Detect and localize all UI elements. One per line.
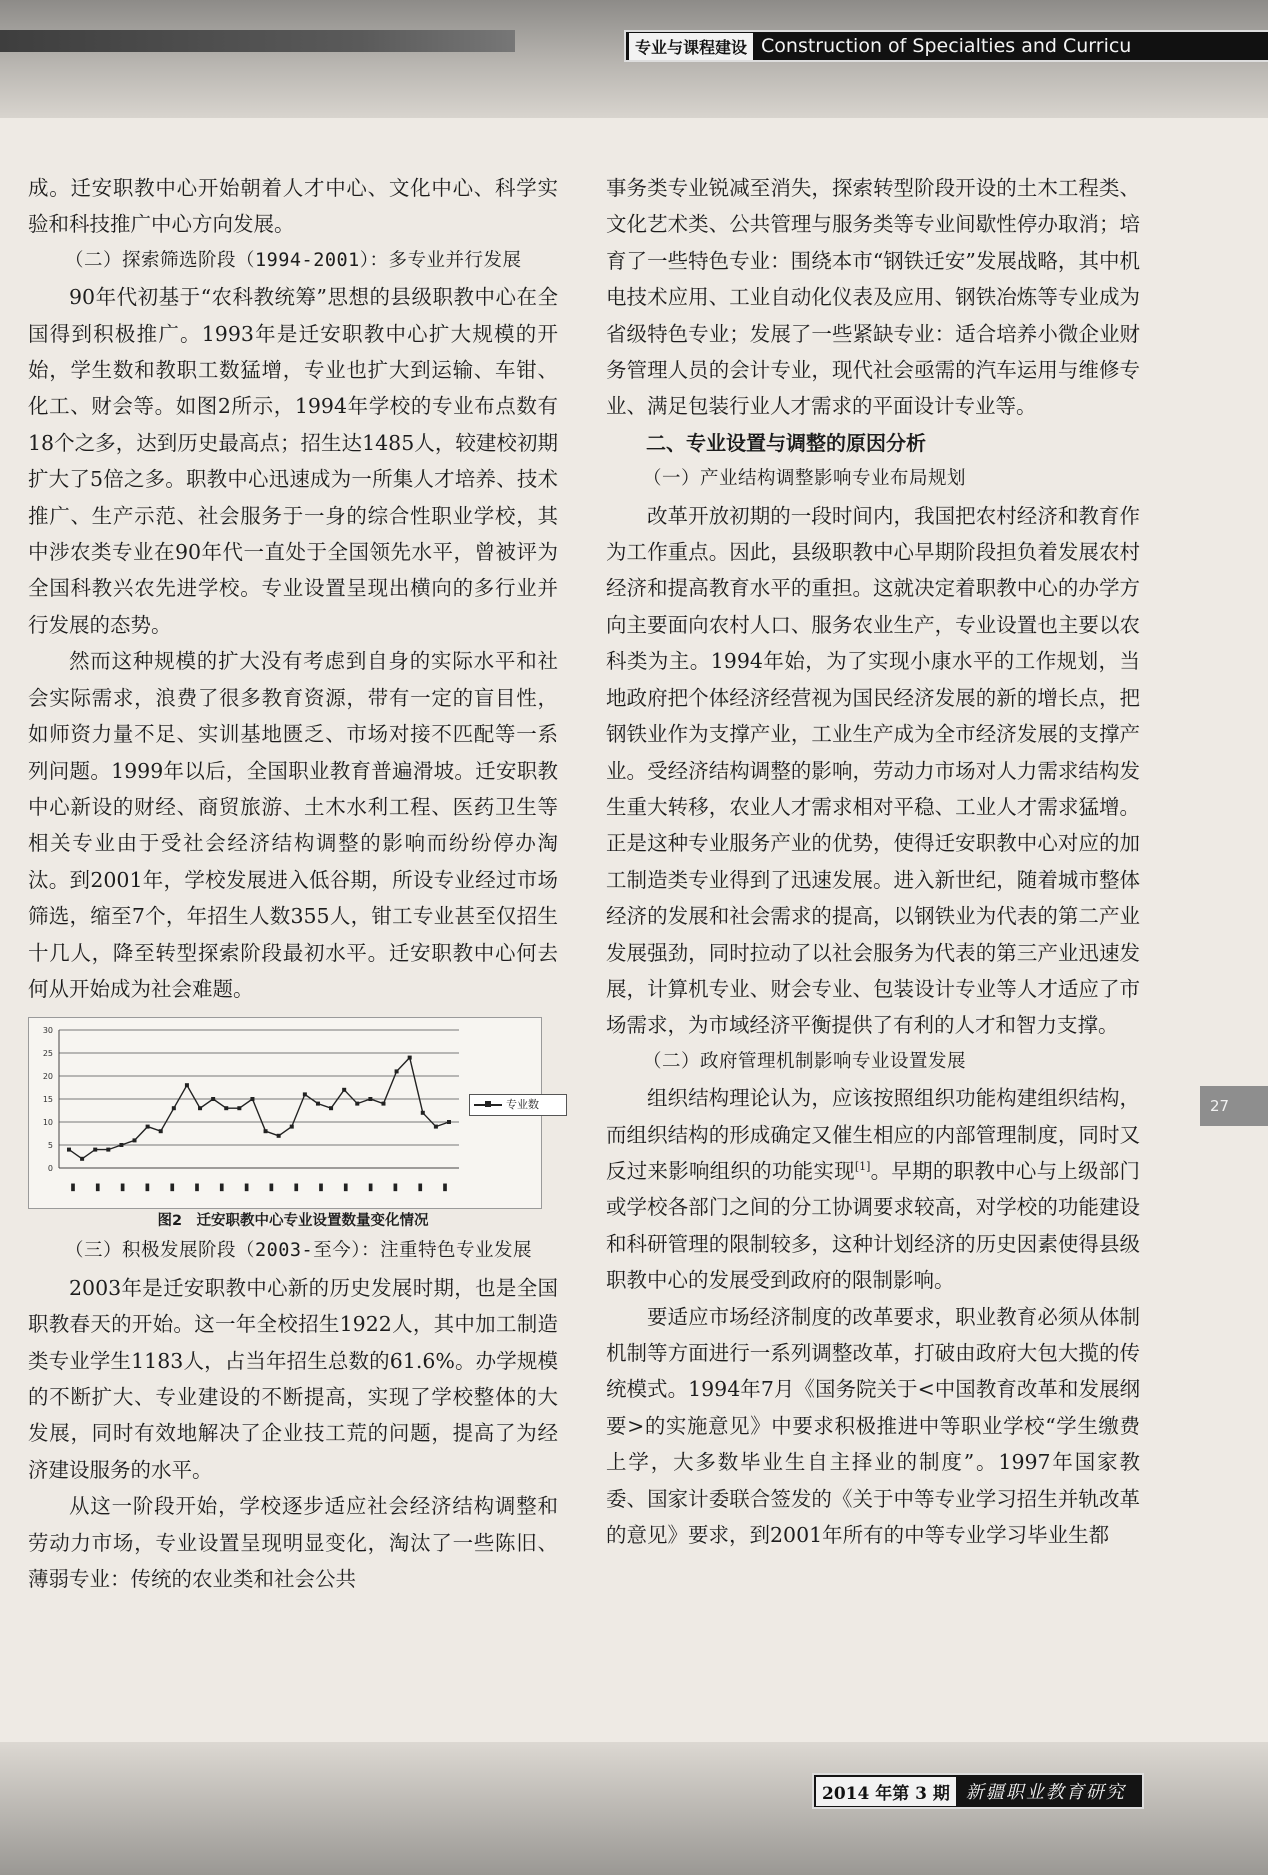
data-point — [395, 1070, 399, 1074]
data-point — [80, 1157, 84, 1161]
right-column — [606, 170, 1140, 1553]
x-tick-label: ▮ — [70, 1182, 76, 1194]
paragraph: 然而这种规模的扩大没有考虑到自身的实际水平和社会实际需求，浪费了很多教育资源，带有一定的盲目性，如师资力量不足、实训基地匮乏、市场对接不匹配等一系列问题。1999年以后，全国职业教育普遍滑坡。迁安职教中心新设的财经、商贸旅游、土木水利工程、医药卫生等相关专业由于受社会经济结构调整的影响而纷纷停办淘汰。到2001年，学校发展进入低谷期，所设专业经过市场筛选，缩至7个，年招生人数355人，钳工专业甚至仅招生十几人，降至转型探索阶段最初水平。迁安职教中心何去何从开始成为社会难题。 — [28, 649, 558, 1001]
x-tick-label: ▮ — [367, 1182, 374, 1194]
section-heading: （二）政府管理机制影响专业设置发展 — [643, 1050, 967, 1072]
x-tick-label: ▮ — [442, 1182, 448, 1194]
chart-legend — [469, 1094, 567, 1116]
x-tick-label: ▮ — [144, 1182, 151, 1194]
data-point — [329, 1107, 333, 1111]
y-tick-label: 0 — [47, 1164, 53, 1174]
data-point — [224, 1107, 228, 1111]
x-tick-label: ▮ — [417, 1182, 423, 1194]
left-column-text — [28, 170, 558, 1007]
y-tick-label: 10 — [42, 1118, 53, 1128]
data-point — [119, 1143, 123, 1147]
data-point — [447, 1120, 451, 1124]
data-point — [368, 1097, 372, 1101]
paragraph: 90年代初基于“农科教统筹”思想的县级职教中心在全国得到积极推广。1993年是迁安职教中心扩大规模的开始，学生数和教职工数猛增，专业也扩大到运输、车钳、化工、财会等。如图2所示，1994年学校的专业布点数有18个之多，达到历史最高点；招生达1485人，较建校初期扩大了5倍之多。职教中心迅速成为一所集人才培养、技术推广、生产示范、社会服务于一身的综合性职业学校，其中涉农类专业在90年代一直处于全国领先水平，曾被评为全国科教兴农先进学校。专业设置呈现出横向的多行业并行发展的态势。 — [28, 285, 558, 637]
left-column — [28, 170, 558, 1597]
header-decor-bar — [0, 30, 515, 52]
data-point — [250, 1097, 254, 1101]
x-tick-label: ▮ — [318, 1182, 324, 1194]
data-point — [342, 1088, 346, 1092]
x-tick-label: ▮ — [119, 1182, 126, 1194]
paragraph: 成。迁安职教中心开始朝着人才中心、文化中心、科学实验和科技推广中心方向发展。 — [28, 176, 558, 237]
data-point — [264, 1130, 268, 1134]
section-label — [624, 30, 1268, 62]
section-heading: （一）产业结构调整影响专业布局规划 — [643, 468, 967, 490]
data-point — [146, 1125, 150, 1129]
y-tick-label: 5 — [47, 1141, 53, 1151]
data-point — [303, 1093, 307, 1097]
data-point — [198, 1107, 202, 1111]
footer-label — [812, 1773, 1144, 1809]
data-point — [211, 1097, 215, 1101]
data-point — [355, 1102, 359, 1106]
paragraph: 事务类专业锐减至消失，探索转型阶段开设的土木工程类、文化艺术类、公共管理与服务类等专业间歇性停办取消；培育了一些特色专业：围绕本市“钢铁迁安”发展战略，其中机电技术应用、工业自动化仪表及应用、钢铁冶炼等专业成为省级特色专业；发展了一些紧缺专业：适合培养小微企业财务管理人员的会计专业，现代社会亟需的汽车运用与维修专业、满足包装行业人才需求的平面设计专业等。 — [606, 176, 1140, 419]
figure-caption: 图2 迁安职教中心专业设置数量变化情况 — [157, 1213, 429, 1230]
section-title-en: Construction of Specialties and Curricu — [761, 35, 1132, 57]
data-point — [172, 1107, 176, 1111]
data-point — [67, 1148, 71, 1152]
paragraph: 从这一阶段开始，学校逐步适应社会经济结构调整和劳动力市场，专业设置呈现明显变化，淘汰了一些陈旧、薄弱专业：传统的农业类和社会公共 — [28, 1494, 558, 1591]
y-tick-label: 30 — [42, 1026, 53, 1036]
y-tick-label: 20 — [42, 1072, 53, 1082]
section-heading: （二）探索筛选阶段（1994-2001）：多专业并行发展 — [65, 249, 522, 271]
left-column-text-after — [28, 1233, 558, 1597]
data-point — [93, 1148, 97, 1152]
data-point — [316, 1102, 320, 1106]
data-point — [381, 1102, 385, 1106]
data-point — [159, 1130, 163, 1134]
data-point — [290, 1125, 294, 1129]
y-tick-label: 15 — [42, 1095, 53, 1105]
data-point — [185, 1084, 189, 1088]
x-tick-label: ▮ — [268, 1182, 275, 1194]
x-tick-label: ▮ — [293, 1182, 299, 1194]
data-point — [277, 1134, 281, 1138]
x-tick-label: ▮ — [169, 1182, 175, 1194]
page-header — [0, 0, 1268, 118]
journal-name: 新疆职业教育研究 — [965, 1782, 1126, 1803]
page-number-tab: 27 — [1200, 1086, 1268, 1126]
paragraph: 2003年是迁安职教中心新的历史发展时期，也是全国职教春天的开始。这一年全校招生1922人，其中加工制造类专业学生1183人，占当年招生总数的61.6%。办学规模的不断扩大、专业建设的不断提高，实现了学校整体的大发展，同时有效地解决了企业技工荒的问题，提高了为经济建设服务的水平。 — [28, 1275, 558, 1482]
section-title-cn: 专业与课程建设 — [629, 33, 753, 60]
figure-2-chart — [28, 1017, 542, 1209]
chart-svg — [29, 1018, 541, 1208]
paragraph: 改革开放初期的一段时间内，我国把农村经济和教育作为工作重点。因此，县级职教中心早期阶段担负着发展农村经济和提高教育水平的重担。这就决定着职教中心的办学方向主要面向农村人口、服务农业生产，专业设置也主要以农科类为主。1994年始，为了实现小康水平的工作规划，当地政府把个体经济经营视为国民经济发展的新的增长点，把钢铁业作为支撑产业，工业生产成为全市经济发展的支撑产业。受经济结构调整的影响，劳动力市场对人力需求结构发生重大转移，农业人才需求相对平稳、工业人才需求猛增。正是这种专业服务产业的优势，使得迁安职教中心对应的加工制造类专业得到了迅速发展。进入新世纪，随着城市整体经济的发展和社会需求的提高，以钢铁业为代表的第二产业发展强劲，同时拉动了以社会服务为代表的第三产业迅速发展，计算机专业、财会专业、包装设计专业等人才适应了市场需求，为市域经济平衡提供了有利的人才和智力支撑。 — [606, 503, 1140, 1038]
section-heading: 二、专业设置与调整的原因分析 — [646, 430, 926, 455]
data-point — [421, 1111, 425, 1115]
data-point — [408, 1056, 412, 1060]
paragraph: 组织结构理论认为，应该按照组织功能构建组织结构，而组织结构的形成确定又催生相应的内部管理制度，同时又反过来影响组织的功能实现[1]。早期的职教中心与上级部门或学校各部门之间的分工协调要求较高，对学校的功能建设和科研管理的限制较多，这种计划经济的历史因素使得县级职教中心的发展受到政府的限制影响。 — [606, 1086, 1141, 1293]
section-heading: （三）积极发展阶段（2003-至今）：注重特色专业发展 — [65, 1240, 532, 1262]
data-point — [434, 1125, 438, 1129]
x-tick-label: ▮ — [194, 1182, 200, 1194]
right-column-text — [606, 170, 1140, 1553]
data-point — [106, 1148, 110, 1152]
data-point — [133, 1139, 137, 1143]
footnote-ref: [1] — [854, 1160, 871, 1174]
issue-number: 2014 年第 3 期 — [816, 1777, 956, 1806]
legend-line-symbol — [474, 1104, 502, 1106]
legend-label: 专业数 — [506, 1098, 539, 1112]
x-tick-label: ▮ — [343, 1182, 349, 1194]
data-point — [237, 1107, 241, 1111]
paragraph: 要适应市场经济制度的改革要求，职业教育必须从体制机制等方面进行一系列调整改革，打破由政府大包大揽的传统模式。1994年7月《国务院关于<中国教育改革和发展纲要>的实施意见》中要求积极推进中等职业学校“学生缴费上学，大多数毕业生自主择业的制度”。1997年国家教委、国家计委联合签发的《关于中等专业学习招生并轨改革的意见》要求，到2001年所有的中等专业学习毕业生都 — [606, 1304, 1140, 1548]
x-tick-label: ▮ — [219, 1182, 225, 1194]
x-tick-label: ▮ — [95, 1182, 101, 1194]
x-tick-label: ▮ — [243, 1182, 250, 1194]
series-line — [69, 1058, 449, 1159]
y-tick-label: 25 — [42, 1049, 53, 1059]
x-tick-label: ▮ — [392, 1182, 399, 1194]
